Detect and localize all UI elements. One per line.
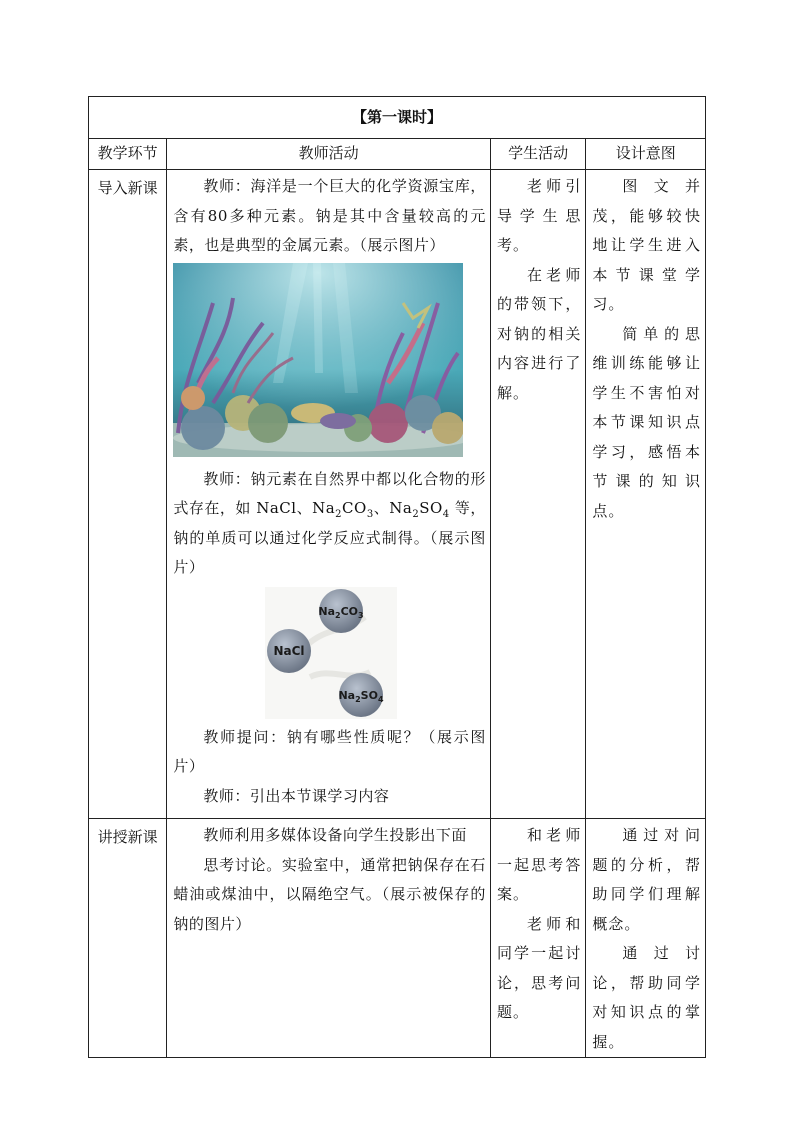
teacher-cell xyxy=(167,819,491,1058)
na2so4-label: $Na_2SO_4$ xyxy=(338,688,384,704)
student-paragraph: 老师和同学一起讨论，思考问题。 xyxy=(496,914,582,1021)
teacher-paragraph: 教师：海洋是一个巨大的化学资源宝库，含有80多种元素。钠是其中含量较高的元素，也是典型的金属元素。（展示图片） xyxy=(173,177,486,254)
header-stage: 教学环节 xyxy=(89,139,167,170)
intent-paragraph: 图文并茂，能够较快地让学生进入本节课堂学习。 xyxy=(592,177,701,313)
stage-cell: 讲授新课 xyxy=(89,819,167,1058)
intent-paragraph: 简单的思维训练能够让学生不害怕对本节课知识点学习，感悟本节课的知识点。 xyxy=(592,324,701,520)
nacl-label: NaCl xyxy=(273,643,305,658)
table-row xyxy=(89,170,706,819)
intent-cell xyxy=(586,819,706,1058)
table-row xyxy=(89,819,706,1058)
student-cell xyxy=(490,819,585,1058)
title-row xyxy=(89,97,706,139)
sodium-compounds-image xyxy=(265,587,397,719)
header-teacher: 教师活动 xyxy=(167,139,491,170)
teacher-paragraph: 教师提问：钠有哪些性质呢？（展示图片） xyxy=(173,727,486,775)
lesson-plan-table xyxy=(88,96,706,1058)
intent-paragraph: 通过讨论，帮助同学对知识点的掌握。 xyxy=(592,944,701,1051)
teacher-cell xyxy=(167,170,491,819)
student-paragraph: 和老师一起思考答案。 xyxy=(496,826,582,903)
coral-reef-image xyxy=(173,263,463,457)
student-paragraph: 老师引导学生思考。 xyxy=(496,177,582,254)
intent-paragraph: 通过对问题的分析，帮助同学们理解概念。 xyxy=(592,826,701,933)
teacher-paragraph: 教师利用多媒体设备向学生投影出下面 xyxy=(203,826,467,844)
lesson-title: 【第一课时】 xyxy=(89,97,706,139)
teacher-paragraph: 教师：引出本节课学习内容 xyxy=(203,786,390,805)
student-paragraph: 在老师的带领下，对钠的相关内容进行了解。 xyxy=(496,265,582,402)
teacher-paragraph: 教师：钠元素在自然界中都以化合物的形式存在，如 NaCl、$Na_2CO_3$、$Na_2SO_4$ 等，钠的单质可以通过化学反应式制得。（展示图片） xyxy=(173,469,486,576)
student-cell xyxy=(490,170,585,819)
na2co3-label: $Na_2CO_3$ xyxy=(318,604,364,620)
stage-cell: 导入新课 xyxy=(89,170,167,819)
header-intent: 设计意图 xyxy=(586,139,706,170)
header-student: 学生活动 xyxy=(490,139,585,170)
teacher-paragraph: 思考讨论。实验室中，通常把钠保存在石蜡油或煤油中，以隔绝空气。（展示被保存的钠的图片） xyxy=(173,855,486,933)
header-row xyxy=(89,139,706,170)
intent-cell xyxy=(586,170,706,819)
